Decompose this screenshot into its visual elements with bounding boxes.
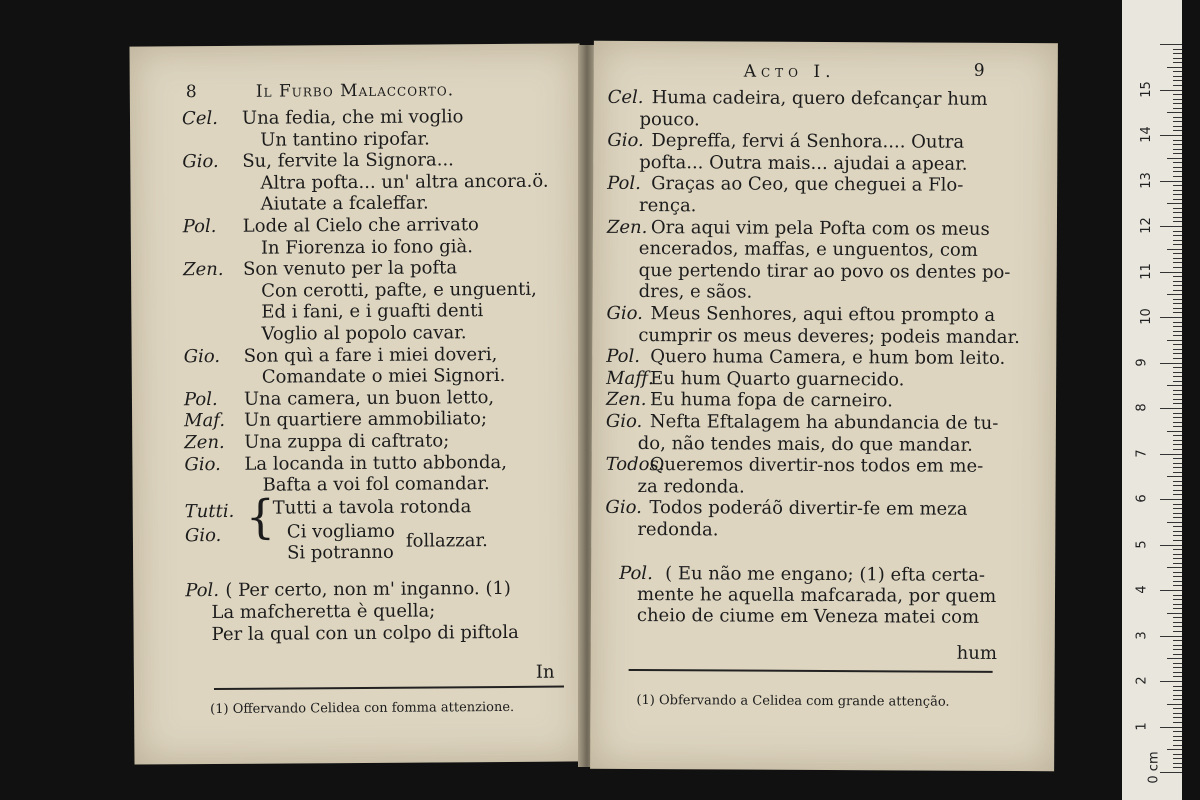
ruler-tick: [1173, 608, 1182, 609]
ruler-tick: [1173, 508, 1182, 509]
speaker: Maf.: [184, 410, 226, 432]
ruler-tick: [1160, 636, 1182, 637]
ruler-tick: [1173, 331, 1182, 332]
ruler-tick: [1160, 135, 1182, 136]
ruler-number: 2: [1134, 676, 1150, 685]
text-line: cumprir os meus deveres; podeis mandar.: [638, 324, 1020, 348]
ruler-tick: [1173, 581, 1182, 582]
ruler-tick: [1173, 99, 1182, 100]
ruler-tick: [1173, 549, 1182, 550]
text-line: Comandate o miei Signori.: [261, 365, 506, 388]
verse-line: Si potranno: [286, 541, 394, 564]
ruler-tick: [1173, 221, 1182, 222]
ruler-tick: [1173, 103, 1182, 104]
ruler-tick: [1173, 576, 1182, 577]
ruler-tick: [1173, 194, 1182, 195]
text-line: Eu huma fopa de carneiro.: [649, 389, 893, 412]
ruler-tick: [1173, 663, 1182, 664]
ruler-tick: [1173, 185, 1182, 186]
page-number: 8: [185, 82, 198, 103]
ruler-tick: [1160, 499, 1182, 500]
ruler-tick: [1173, 281, 1182, 282]
ruler-tick: [1173, 717, 1182, 718]
ruler-tick: [1173, 176, 1182, 177]
ruler-tick: [1173, 253, 1182, 254]
text-line: Lode al Cielo che arrivato: [242, 214, 479, 237]
ruler-tick: [1173, 276, 1182, 277]
ruler-tick: [1173, 754, 1182, 755]
ruler-tick: [1173, 422, 1182, 423]
footnote-rule: [214, 686, 564, 690]
ruler-tick: [1173, 690, 1182, 691]
ruler-tick: [1173, 403, 1182, 404]
ruler-tick: [1173, 654, 1182, 655]
speaker: Pol.: [606, 346, 641, 368]
ruler-tick: [1173, 604, 1182, 605]
speaker: Pol.: [619, 562, 653, 585]
ruler-tick: [1173, 463, 1182, 464]
ruler-tick: [1173, 167, 1182, 168]
ruler-tick: [1160, 317, 1182, 318]
ruler-tick: [1173, 394, 1182, 395]
text-line: Con cerotti, pafte, e unguenti,: [261, 278, 537, 302]
ruler-tick: [1173, 358, 1182, 359]
ruler-tick: [1173, 217, 1182, 218]
page-number: 9: [973, 60, 986, 81]
ruler-tick: [1173, 80, 1182, 81]
text-line: rença.: [638, 195, 697, 217]
ruler-tick: [1173, 126, 1182, 127]
ruler-tick: [1173, 162, 1182, 163]
ruler-tick: [1173, 417, 1182, 418]
ruler-tick: [1173, 622, 1182, 623]
speaker: Zen.: [182, 259, 224, 281]
speaker: Pol.: [185, 579, 220, 602]
text-line: In Fiorenza io fono già.: [260, 235, 473, 259]
ruler-tick: [1173, 140, 1182, 141]
ruler-number: 9: [1134, 357, 1150, 367]
ruler-tick: [1160, 408, 1182, 409]
ruler-tick: [1173, 686, 1182, 687]
ruler-tick: [1173, 372, 1182, 373]
footnote-rule: [629, 669, 993, 673]
ruler-tick: [1173, 444, 1182, 445]
text-line: que pertendo tirar ao povo os dentes po-: [638, 259, 1011, 283]
ruler-tick: [1167, 385, 1182, 386]
ruler-tick: [1173, 504, 1182, 505]
ruler-tick: [1173, 62, 1182, 63]
ruler-number: 15: [1138, 80, 1154, 98]
ruler-tick: [1173, 208, 1182, 209]
text-line: Graças ao Ceo, que cheguei a Flo-: [651, 173, 964, 197]
ruler-tick: [1173, 599, 1182, 600]
ruler-tick: [1173, 244, 1182, 245]
ruler-tick: [1173, 258, 1182, 259]
ruler-tick: [1167, 704, 1182, 705]
ruler-tick: [1173, 376, 1182, 377]
ruler-number: 14: [1138, 126, 1154, 143]
ruler-tick: [1167, 158, 1182, 159]
ruler-tick: [1173, 485, 1182, 486]
text-line: Ora aqui vim pela Pofta com os meus: [650, 216, 990, 240]
text-line: Huma cadeira, quero defcançar hum: [651, 87, 988, 110]
ruler-tick: [1173, 71, 1182, 72]
ruler-label: 0 cm: [1146, 751, 1162, 784]
ruler-tick: [1173, 481, 1182, 482]
text-line: Ed i fani, e i guafti denti: [261, 300, 484, 324]
ruler-tick: [1173, 399, 1182, 400]
ruler-tick: [1173, 494, 1182, 495]
ruler-tick: [1173, 440, 1182, 441]
ruler-tick: [1173, 290, 1182, 291]
ruler-tick: [1173, 740, 1182, 741]
ruler-tick: [1173, 190, 1182, 191]
ruler-tick: [1173, 335, 1182, 336]
text-line: pouco.: [639, 108, 700, 130]
speaker: Tutti.: [184, 500, 235, 523]
ruler-tick: [1173, 535, 1182, 536]
ruler-tick: [1173, 76, 1182, 77]
text-line: Nefta Eftalagem ha abundancia de tu-: [649, 411, 999, 434]
ruler-tick: [1167, 431, 1182, 432]
speaker: Gio.: [607, 130, 644, 152]
text-line: Son quì a fare i miei doveri,: [243, 343, 498, 367]
ruler-tick: [1173, 558, 1182, 559]
ruler-tick: [1173, 617, 1182, 618]
ruler-number: 4: [1134, 585, 1150, 594]
text-line: Su, fervite la Signora...: [242, 149, 454, 172]
ruler-tick: [1173, 708, 1182, 709]
text-line: Quero huma Camera, e hum bom leito.: [650, 346, 1006, 370]
ruler-tick: [1173, 149, 1182, 150]
ruler-tick: [1173, 267, 1182, 268]
speaker: Gio.: [184, 453, 221, 475]
ruler-tick: [1173, 322, 1182, 323]
text-line: encerados, maffas, e unguentos, com: [638, 238, 978, 261]
ruler-tick: [1173, 85, 1182, 86]
ruler-tick: [1167, 340, 1182, 341]
ruler-tick: [1173, 563, 1182, 564]
text-line: do, não tendes mais, do que mandar.: [637, 432, 973, 456]
ruler-number: 13: [1138, 171, 1154, 189]
measuring-ruler: [1122, 0, 1182, 800]
speaker: Zen.: [605, 389, 647, 411]
text-line: Un tantino ripofar.: [260, 128, 430, 151]
text-line: Una camera, un buon letto,: [243, 386, 495, 410]
text-line: Una zuppa di caftrato;: [244, 430, 450, 453]
ruler-tick: [1173, 645, 1182, 646]
ruler-tick: [1173, 344, 1182, 345]
ruler-tick: [1160, 272, 1182, 273]
speaker: Cel.: [607, 86, 644, 109]
ruler-tick: [1173, 349, 1182, 350]
catchword: hum: [956, 642, 998, 664]
ruler-tick: [1173, 144, 1182, 145]
ruler-tick: [1173, 212, 1182, 213]
text-line: redonda.: [637, 519, 719, 541]
ruler-tick: [1173, 426, 1182, 427]
ruler-tick: [1173, 235, 1182, 236]
ruler-tick: [1173, 722, 1182, 723]
ruler-tick: [1173, 540, 1182, 541]
catchword: In: [535, 661, 555, 683]
speaker: Pol.: [607, 173, 641, 195]
ruler-tick: [1167, 749, 1182, 750]
ruler-tick: [1167, 658, 1182, 659]
speaker: Gio.: [605, 410, 643, 433]
ruler-tick: [1173, 308, 1182, 309]
speaker: Zen.: [184, 431, 225, 454]
ruler-tick: [1173, 262, 1182, 263]
ruler-tick: [1173, 631, 1182, 632]
ruler-tick: [1173, 130, 1182, 131]
ruler-tick: [1167, 567, 1182, 568]
ruler-tick: [1173, 626, 1182, 627]
ruler-tick: [1160, 363, 1182, 364]
ruler-tick: [1173, 745, 1182, 746]
verse-line: Tutti a tavola rotonda: [272, 496, 472, 519]
ruler-number: 5: [1134, 539, 1150, 549]
text-line: Meus Senhores, aqui eftou prompto a: [650, 303, 996, 326]
footnote: (1) Offervando Celidea con fomma attenzione.: [210, 699, 515, 718]
text-line: mente he aquella mafcarada, por quem: [636, 584, 997, 607]
ruler-tick: [1160, 545, 1182, 546]
speaker: Todos.: [605, 454, 665, 476]
speaker: Pol.: [183, 388, 218, 411]
ruler-tick: [1173, 353, 1182, 354]
ruler-tick: [1173, 585, 1182, 586]
speaker: Cel.: [181, 107, 218, 130]
speaker: Gio.: [182, 151, 219, 173]
speaker: Pol.: [182, 215, 217, 238]
text-line: dres, e sãos.: [638, 281, 753, 304]
speaker: Gio.: [605, 497, 642, 519]
ruler-tick: [1173, 736, 1182, 737]
text-line: Queremos divertir-nos todos em me-: [649, 454, 984, 478]
ruler-tick: [1160, 454, 1182, 455]
ruler-tick: [1173, 758, 1182, 759]
ruler-tick: [1167, 112, 1182, 113]
text-line: cheio de ciume em Veneza matei com: [636, 605, 980, 628]
ruler-tick: [1167, 203, 1182, 204]
text-line: Bafta a voi fol comandar.: [262, 473, 490, 496]
ruler-tick: [1173, 117, 1182, 118]
ruler-tick: [1173, 526, 1182, 527]
ruler-number: 3: [1134, 630, 1150, 640]
ruler-tick: [1173, 435, 1182, 436]
ruler-tick: [1173, 303, 1182, 304]
text-line: La mafcheretta è quella;: [211, 600, 436, 624]
text-line: Eu hum Quarto guarnecido.: [650, 367, 905, 391]
speaker: Gio.: [184, 524, 222, 547]
ruler-tick: [1173, 517, 1182, 518]
text-line: pofta... Outra mais... ajudai a apear.: [639, 151, 968, 175]
ruler-tick: [1173, 367, 1182, 368]
ruler-tick: [1167, 476, 1182, 477]
ruler-tick: [1167, 294, 1182, 295]
speaker: Zen.: [606, 216, 648, 238]
ruler-tick: [1173, 381, 1182, 382]
ruler-tick: [1173, 231, 1182, 232]
text-line: Per la qual con un colpo di piftola: [211, 621, 519, 646]
ruler-tick: [1160, 44, 1182, 45]
ruler-tick: [1173, 554, 1182, 555]
ruler-tick: [1160, 772, 1182, 773]
ruler-tick: [1173, 413, 1182, 414]
ruler-number: 1: [1134, 721, 1150, 731]
running-head: Acto I.: [743, 61, 836, 83]
ruler-tick: [1173, 767, 1182, 768]
ruler-tick: [1173, 326, 1182, 327]
ruler-tick: [1173, 513, 1182, 514]
ruler-tick: [1173, 449, 1182, 450]
ruler-tick: [1173, 94, 1182, 95]
text-line: za redonda.: [637, 475, 745, 498]
ruler-tick: [1173, 695, 1182, 696]
ruler-tick: [1160, 727, 1182, 728]
verse-line: Ci vogliamo: [286, 520, 395, 543]
text-line: ( Per certo, non m' inganno. (1): [225, 577, 511, 601]
ruler-tick: [1160, 226, 1182, 227]
text-line: ( Eu não me engano; (1) efta certa-: [665, 563, 986, 586]
text-line: Una fedia, che mi voglio: [241, 106, 464, 129]
ruler-tick: [1173, 595, 1182, 596]
ruler-tick: [1173, 649, 1182, 650]
text-line: La locanda in tutto abbonda,: [244, 451, 507, 475]
ruler-tick: [1160, 590, 1182, 591]
ruler-tick: [1173, 458, 1182, 459]
ruler-tick: [1173, 640, 1182, 641]
verse-line: follazzar.: [405, 530, 488, 552]
ruler-tick: [1173, 731, 1182, 732]
ruler-tick: [1173, 672, 1182, 673]
ruler-tick: [1173, 472, 1182, 473]
speaker: Gio.: [606, 302, 643, 325]
ruler-tick: [1173, 763, 1182, 764]
ruler-number: 11: [1138, 262, 1154, 280]
text-line: Todos poderáõ divertir-fe em meza: [649, 497, 968, 521]
ruler-tick: [1173, 312, 1182, 313]
right-page: [590, 41, 1058, 771]
ruler-tick: [1173, 58, 1182, 59]
text-line: Son venuto per la pofta: [242, 257, 458, 280]
ruler-tick: [1160, 90, 1182, 91]
ruler-number: 6: [1134, 494, 1150, 503]
speaker: Maff.: [606, 367, 654, 389]
ruler-tick: [1173, 285, 1182, 286]
ruler-tick: [1173, 699, 1182, 700]
ruler-tick: [1173, 676, 1182, 677]
ruler-tick: [1167, 613, 1182, 614]
left-page: [129, 43, 584, 764]
speaker: Gio.: [183, 345, 221, 367]
ruler-number: 8: [1134, 403, 1150, 412]
ruler-number: 12: [1138, 217, 1154, 234]
ruler-tick: [1160, 181, 1182, 182]
ruler-tick: [1173, 49, 1182, 50]
ruler-tick: [1173, 467, 1182, 468]
ruler-tick: [1173, 199, 1182, 200]
ruler-tick: [1167, 522, 1182, 523]
ruler-tick: [1173, 53, 1182, 54]
ruler-tick: [1173, 531, 1182, 532]
ruler-tick: [1173, 299, 1182, 300]
running-head: Il Furbo Malaccorto.: [255, 80, 455, 102]
ruler-number: 7: [1134, 448, 1150, 458]
footnote: (1) Obfervando a Celidea com grande attenção.: [636, 693, 950, 710]
ruler-tick: [1173, 240, 1182, 241]
text-line: Altra pofta... un' altra ancora.ö.: [260, 170, 549, 194]
ruler-number: 10: [1138, 308, 1154, 325]
ruler-tick: [1173, 108, 1182, 109]
ruler-tick: [1173, 390, 1182, 391]
ruler-tick: [1173, 153, 1182, 154]
ruler-tick: [1173, 667, 1182, 668]
ruler-tick: [1167, 67, 1182, 68]
ruler-tick: [1173, 490, 1182, 491]
ruler-tick: [1173, 121, 1182, 122]
ruler-tick: [1173, 572, 1182, 573]
ruler-tick: [1167, 249, 1182, 250]
text-line: Voglio al popolo cavar.: [261, 322, 467, 345]
text-line: Un quartiere ammobiliato;: [244, 408, 488, 432]
ruler-tick: [1160, 681, 1182, 682]
ruler-tick: [1173, 713, 1182, 714]
text-line: Aiutate a fcaleffar.: [260, 192, 429, 216]
ruler-tick: [1173, 171, 1182, 172]
brace-glyph: {: [245, 489, 276, 544]
text-line: Depreffa, fervi á Senhora.... Outra: [651, 130, 965, 153]
